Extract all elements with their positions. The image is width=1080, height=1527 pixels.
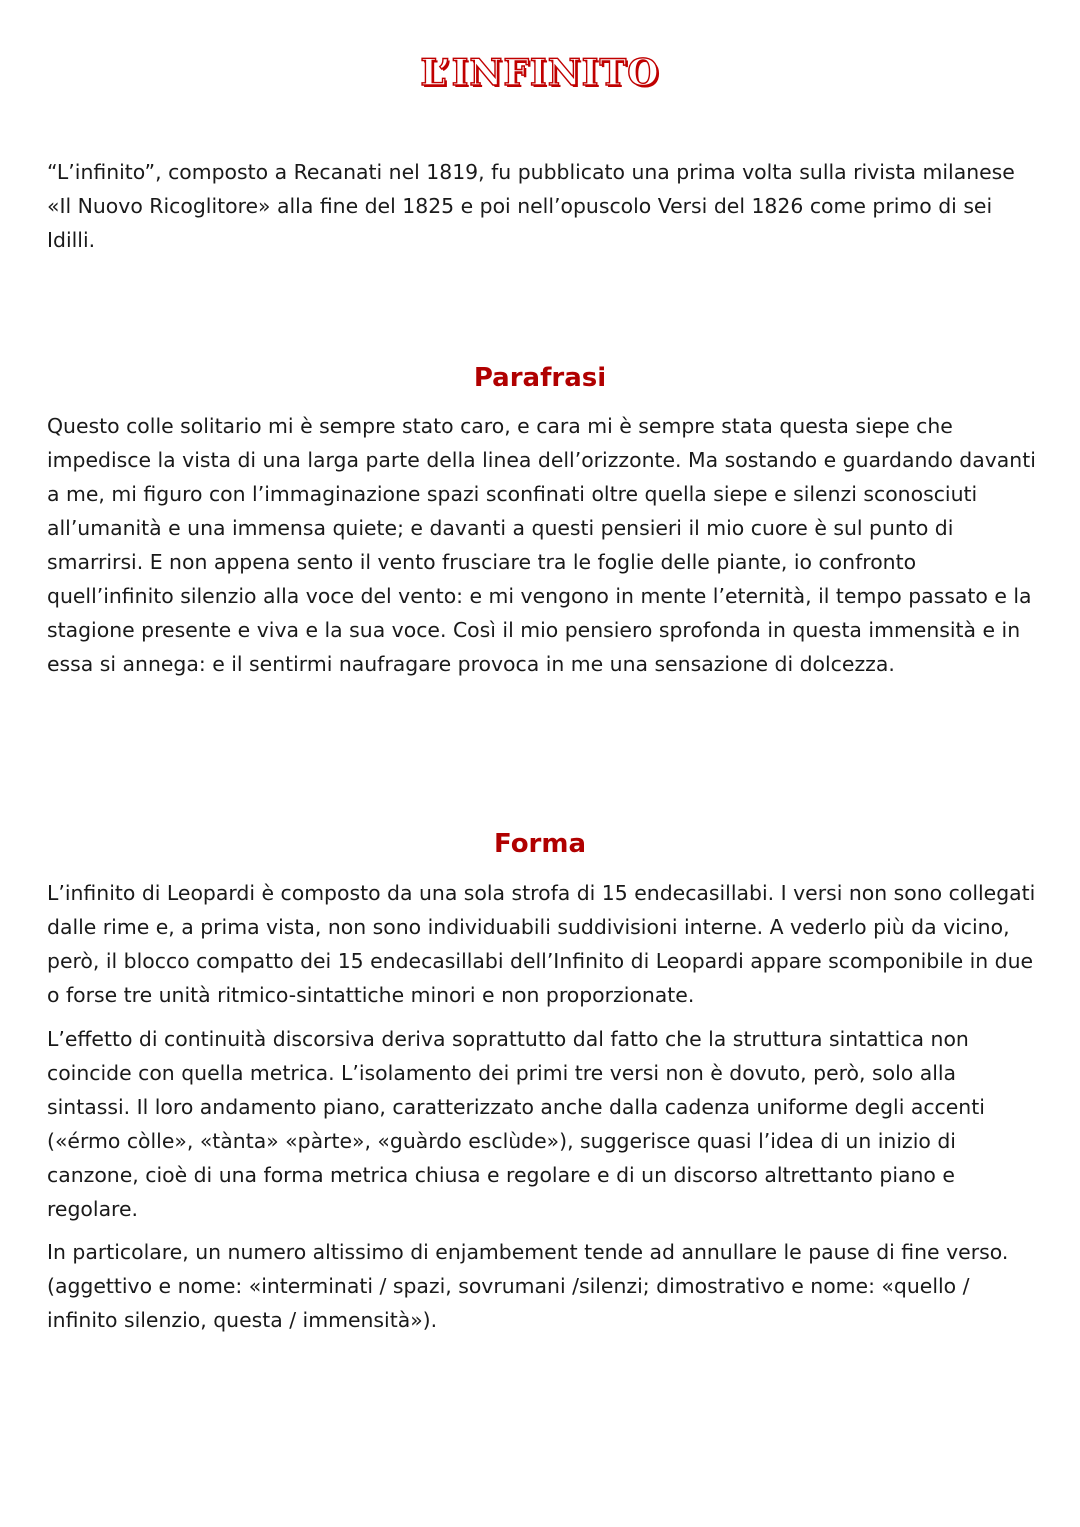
forma-paragraph-1: L’infinito di Leopardi è composto da una sola strofa di 15 endecasillabi. I versi non sono collegati dalle rime e, a prima vista, non sono individuabili suddivisioni interne. A vederlo più da vicino, però, il blocco compatto dei 15 endecasillabi dell’Infinito di Leopardi appare scomponibile in due o forse tre unità ritmico-sintattiche minori e non proporzionate. bbox=[47, 881, 1036, 1007]
intro-paragraph: “L’infinito”, composto a Recanati nel 1819, fu pubblicato una prima volta sulla rivista milanese «Il Nuovo Ricoglitore» alla fine del 1825 e poi nell’opuscolo Versi del 1826 come primo di sei Idilli. bbox=[47, 160, 1015, 252]
parafrasi-paragraph: Questo colle solitario mi è sempre stato caro, e cara mi è sempre stata questa siepe che impedisce la vista di una larga parte della linea dell’orizzonte. Ma sostando e guardando davanti a me, mi figuro con l’immaginazione spazi sconfinati oltre quella siepe e silenzi sconosciuti all’umanità e una immensa quiete; e davanti a questi pensieri il mio cuore è sul punto di smarrirsi. E non appena sento il vento frusciare tra le foglie delle piante, io confronto quell’infinito silenzio alla voce del vento: e mi vengono in mente l’eternità, il tempo passato e la stagione presente e viva e la sua voce. Così il mio pensiero sprofonda in questa immensità e in essa si annega: e il sentirmi naufragare provoca in me una sensazione di dolcezza. bbox=[47, 414, 1036, 676]
section-heading-forma: Forma bbox=[493, 829, 587, 859]
section-heading-parafrasi: Parafrasi bbox=[473, 363, 607, 393]
forma-paragraph-2: L’effetto di continuità discorsiva deriva soprattutto dal fatto che la struttura sintattica non coincide con quella metrica. L’isolamento dei primi tre versi non è dovuto, però, solo alla sintassi. Il loro andamento piano, caratterizzato anche dalla cadenza uniforme degli accenti («érmo còlle», «tànta» «pàrte», «guàrdo esclùde»), suggerisce quasi l’idea di un inizio di canzone, cioè di una forma metrica chiusa e regolare e di un discorso altrettanto piano e regolare. bbox=[47, 1027, 985, 1221]
document-title: L’INFINITO bbox=[420, 52, 660, 94]
forma-paragraph-3: In particolare, un numero altissimo di enjambement tende ad annullare le pause di fine verso. (aggettivo e nome: «interminati / spazi, sovrumani /silenzi; dimostrativo e nome: «quello / infinito silenzio, questa / immensità»). bbox=[47, 1240, 1009, 1332]
